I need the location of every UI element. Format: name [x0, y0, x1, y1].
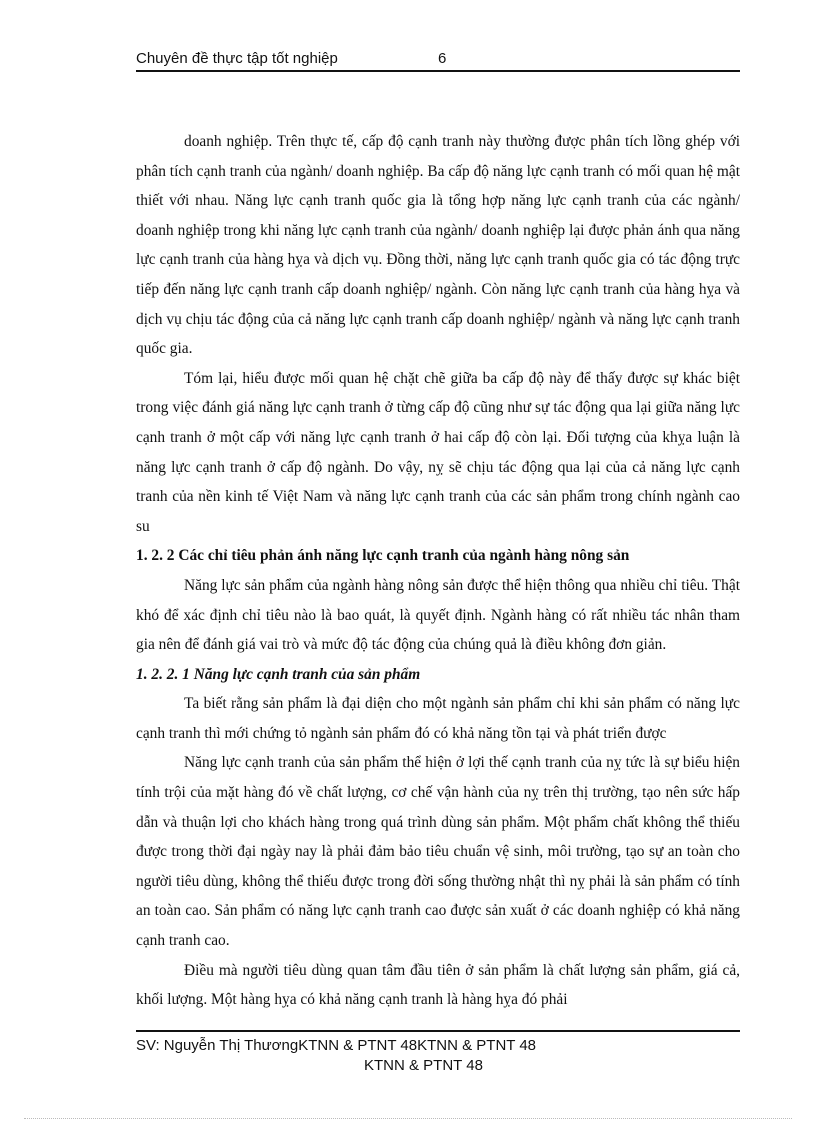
footer-divider — [136, 1030, 740, 1032]
subsection-heading-1-2-2-1: 1. 2. 2. 1 Năng lực cạnh tranh của sản phẩm — [136, 665, 421, 683]
footer-student-line: SV: Nguyễn Thị ThươngKTNN & PTNT 48KTNN & PTNT 48 — [136, 1037, 537, 1054]
footer-class-line: KTNN & PTNT 48 — [364, 1057, 483, 1074]
document-title: Chuyên đề thực tập tốt nghiệp — [136, 50, 338, 67]
paragraph-indicators: Năng lực sản phẩm của ngành hàng nông sản được thể hiện thông qua nhiều chỉ tiêu. Thật khó để xác định chỉ tiêu nào là bao quát, là quyết định. Ngành hàng có rất nhiều tác nhân tham gia nên để đánh giá vai trò và mức độ tác động của chúng quả là điều không đơn giản. — [136, 576, 740, 654]
page-header — [136, 48, 740, 70]
paragraph-consumer-concern: Điều mà người tiêu dùng quan tâm đầu tiên ở sản phẩm là chất lượng sản phẩm, giá cả, khối lượng. Một hàng hỵa có khả năng cạnh tranh là hàng hỵa đó phải — [136, 961, 740, 1009]
paragraph-product-competitiveness: Năng lực cạnh tranh của sản phẩm thể hiện ở lợi thế cạnh tranh của nỵ tức là sự biểu hiện tính trội của mặt hàng đó về chất lượng, cơ chế vận hành của nỵ trên thị trường, tạo nên sức hấp dẫn và thuận lợi cho khách hàng trong quá trình dùng sản phẩm. Một phẩm chất không thể thiếu được trong thời đại ngày nay là phải đảm bảo tiêu chuẩn vệ sinh, môi trường, tạo sự an toàn cho người tiêu dùng, không thể thiếu được trong đời sống thường nhật thì nỵ phải là sản phẩm có tính an toàn cao. Sản phẩm có năng lực cạnh tranh cao được sản xuất ở các doanh nghiệp có khả năng cạnh tranh cao. — [136, 754, 740, 950]
paragraph-product-representative: Ta biết rằng sản phẩm là đại diện cho một ngành sản phẩm chỉ khi sản phẩm có năng lực cạnh tranh thì mới chứng tỏ ngành sản phẩm đó có khả năng tồn tại và phát triển được — [136, 695, 740, 742]
paragraph-continuation: doanh nghiệp. Trên thực tế, cấp độ cạnh tranh này thường được phân tích lồng ghép với phân tích cạnh tranh của ngành/ doanh nghiệp. Ba cấp độ năng lực cạnh tranh có mối quan hệ mật thiết với nhau. Năng lực cạnh tranh quốc gia là tổng hợp năng lực cạnh tranh của các ngành/ doanh nghiệp trong khi năng lực cạnh tranh của ngành/ doanh nghiệp lại được phản ánh qua năng lực cạnh tranh của hàng hỵa và dịch vụ. Đồng thời, năng lực cạnh tranh quốc gia có tác động trực tiếp đến năng lực cạnh tranh cấp doanh nghiệp/ ngành. Còn năng lực cạnh tranh của hàng hỵa và dịch vụ chịu tác động của cả năng lực cạnh tranh cấp doanh nghiệp/ ngành và năng lực cạnh tranh quốc gia. — [136, 133, 740, 358]
page-body — [136, 127, 740, 1015]
page-footer — [136, 1036, 740, 1076]
header-divider — [136, 70, 740, 72]
page-bottom-edge — [24, 1118, 792, 1119]
page-number: 6 — [438, 50, 447, 67]
paragraph-summary: Tóm lại, hiểu được mối quan hệ chặt chẽ giữa ba cấp độ này để thấy được sự khác biệt trong việc đánh giá năng lực cạnh tranh ở từng cấp độ cũng như sự tác động qua lại giữa năng lực cạnh tranh ở một cấp với năng lực cạnh tranh ở hai cấp độ còn lại. Đối tượng của khỵa luận là năng lực cạnh tranh ở cấp độ ngành. Do vậy, nỵ sẽ chịu tác động qua lại của cả năng lực cạnh tranh của nền kinh tế Việt Nam và năng lực cạnh tranh của các sản phẩm trong chính ngành cao su — [136, 369, 740, 535]
section-heading-1-2-2: 1. 2. 2 Các chỉ tiêu phản ánh năng lực cạnh tranh của ngành hàng nông sản — [136, 547, 630, 565]
